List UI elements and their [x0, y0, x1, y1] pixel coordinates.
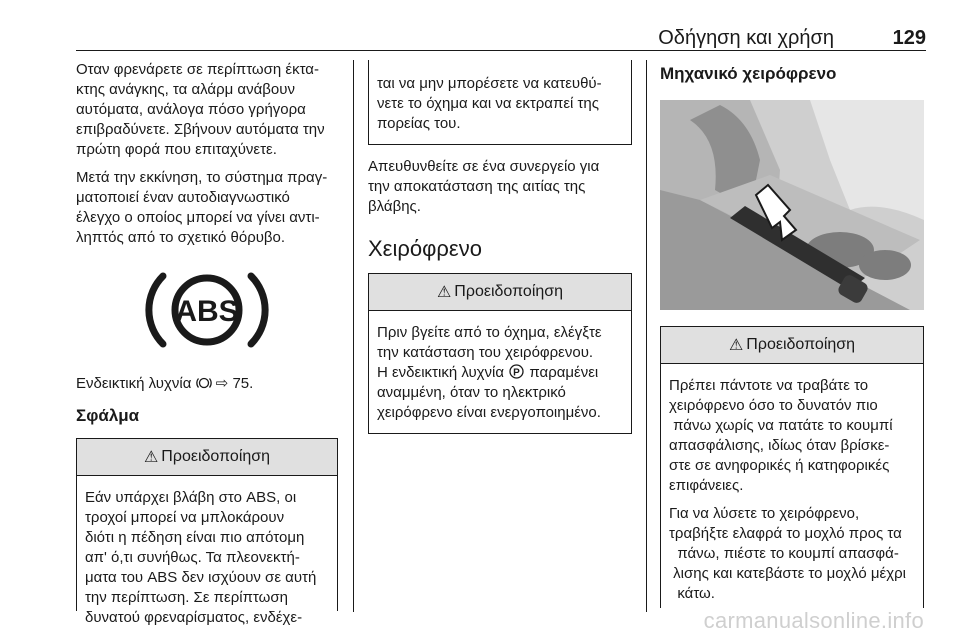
svg-text:P: P	[513, 367, 521, 379]
warning-triangle-icon: ⚠	[143, 449, 159, 466]
paragraph-workshop: Απευθυνθείτε σε ένα συνεργείο για την αποκατάσταση της αιτίας της βλάβης.	[368, 158, 600, 215]
warning-body: Πριν βγείτε από το όχημα, ελέγξτε την κατάσταση του χειρόφρενου. Η ενδεικτική λυχνία P παραμένει αναμμένη, όταν το ηλεκτρικό χειρόφρενο είναι ενεργοποιημένο.	[377, 324, 602, 421]
paragraph-self-test: Μετά την εκκίνηση, το σύστημα πραγ- ματοποιεί έναν αυτοδιαγνωστικό έλεγχο ο οποίος μπορεί να γίνει αντι- ληπτός από το σχετικό θόρυβο.	[76, 169, 328, 246]
abs-warning-symbol	[76, 260, 338, 360]
warning-box-abs-fault	[76, 438, 338, 626]
warning-triangle-icon: ⚠	[436, 284, 452, 301]
paragraph-emergency-braking: Οταν φρενάρετε σε περίπτωση έκτα- κτης ανάγκης, τα αλάρμ ανάβουν αυτόματα, ανάλογα πόσο γρήγορα επιβραδύνετε. Σβήνουν αυτόματα την πρώτη φορά που επιταχύνετε.	[76, 61, 325, 158]
column-2	[368, 60, 632, 434]
parking-brake-heading: Χειρόφρενο	[368, 236, 482, 261]
column-3	[660, 60, 924, 608]
mechanical-brake-heading: Μηχανικό χειρόφρενο	[660, 64, 837, 83]
warning-box-continued: ται να μην μπορέσετε να κατευθύ- νετε το όχημα και να εκτραπεί της πορείας του.	[368, 60, 632, 145]
abs-small-icon	[196, 376, 212, 390]
svg-text:ABS: ABS	[175, 295, 239, 328]
warning-box-mechanical-brake	[660, 326, 924, 608]
column-divider	[353, 60, 354, 612]
parking-brake-illustration	[660, 100, 924, 310]
warning-body: Εάν υπάρχει βλάβη στο ABS, οι τροχοί μπορεί να μπλοκάρουν διότι η πέδηση είναι πιο απότομη απ' ό,τι συνήθως. Τα πλεονεκτή- ματα του ABS δεν ισχύουν σε αυτή την περίπτωση. Σε περίπτωση δυνατού φρεναρίσματος, ενδέχε-	[85, 489, 317, 626]
warning-header: ⚠ Προειδοποίηση	[369, 274, 631, 311]
page-reference-arrow-icon: ⇨	[215, 375, 229, 392]
parking-brake-indicator-icon	[508, 363, 525, 380]
abs-icon	[137, 260, 277, 360]
warning-box-parking-brake	[368, 273, 632, 434]
warning-body: Πρέπει πάντοτε να τραβάτε το χειρόφρενο όσο το δυνατόν πιο πάνω χωρίς να πατάτε το κουμπί απασφάλισης, ιδίως όταν βρίσκε- στε σε ανηφορικές ή κατηφορικές επιφάνειες. Για να λύσετε το χειρόφρενο, τραβήξτε ελαφρά το μοχλό προς τα πάνω, πιέστε το κουμπί απασφά- λισης και κατεβάστε το μοχλό μέχρι κάτω.	[669, 377, 906, 602]
fault-heading: Σφάλμα	[76, 406, 140, 425]
warning-header: ⚠ Προειδοποίηση	[661, 327, 923, 364]
page-number: 129	[892, 27, 926, 49]
warning-triangle-icon: ⚠	[728, 337, 744, 354]
header-rule	[76, 50, 926, 51]
column-divider	[646, 60, 647, 612]
section-title: Οδήγηση και χρήση	[658, 27, 834, 49]
indicator-reference: Ενδεικτική λυχνία ⇨ 75.	[76, 375, 254, 392]
watermark: carmanualsonline.info	[703, 608, 924, 633]
column-1	[76, 60, 338, 626]
warning-header: ⚠ Προειδοποίηση	[77, 439, 337, 476]
